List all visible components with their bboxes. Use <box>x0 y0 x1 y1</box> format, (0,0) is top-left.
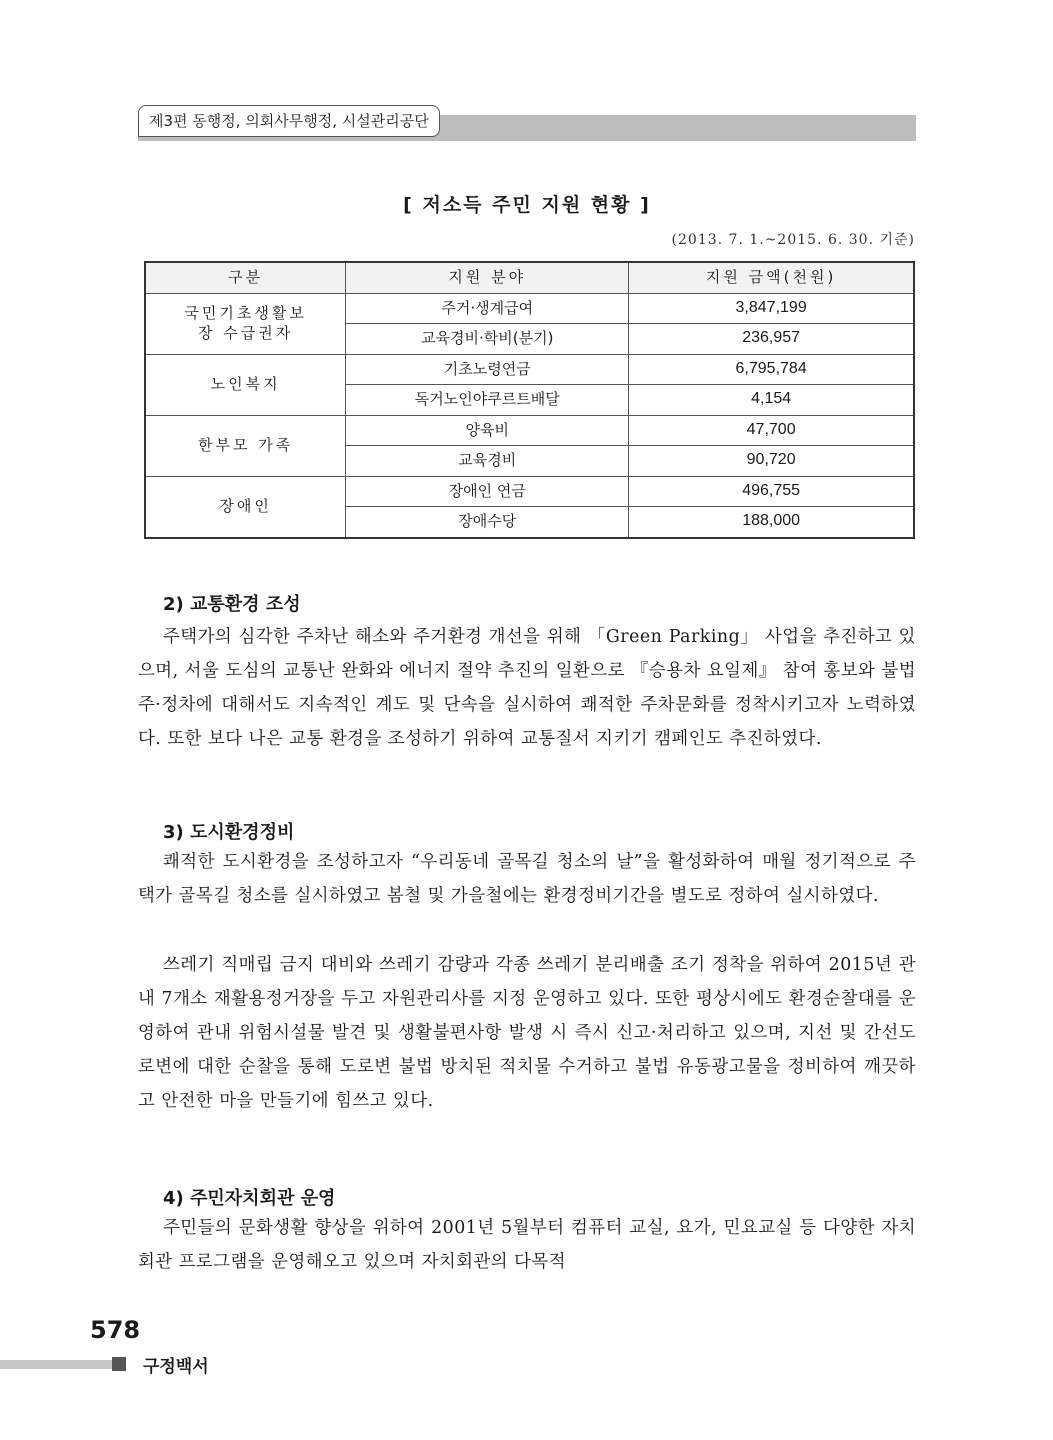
amount-cell: 90,720 <box>629 446 914 477</box>
field-cell: 양육비 <box>346 415 629 446</box>
table-row <box>145 476 914 507</box>
page-number: 578 <box>90 1316 141 1344</box>
section-heading-urban-environment: 3) 도시환경정비 <box>163 822 295 843</box>
category-label: 국민기초생활보장 수급권자 <box>184 304 307 342</box>
amount-cell: 236,957 <box>629 324 914 355</box>
col-header-category: 구분 <box>145 262 346 293</box>
table-date-note: (2013. 7. 1.~2015. 6. 30. 기준) <box>671 232 915 248</box>
amount-cell: 188,000 <box>629 507 914 538</box>
field-cell: 기초노령연금 <box>346 354 629 385</box>
field-cell: 장애수당 <box>346 507 629 538</box>
field-cell: 주거·생계급여 <box>346 293 629 324</box>
paragraph-urban-environment-2: 쓰레기 직매립 금지 대비와 쓰레기 감량과 각종 쓰레기 분리배출 조기 정착을 위하여 2015년 관내 7개소 재활용정거장을 두고 자원관리사를 지정 운영하고 있다. 또한 평상시에도 환경순찰대를 운영하여 관내 위험시설물 발견 및 생활불편사항 발생 시 즉시 신고·처리하고 있으며, 지선 및 간선도로변에 대한 순찰을 통해 도로변 불법 방치된 적치물 수거하고 불법 유동광고물을 정비하여 깨끗하고 안전한 마을 만들기에 힘쓰고 있다. <box>138 955 916 1111</box>
paragraph-community-center: 주민들의 문화생활 향상을 위하여 2001년 5월부터 컴퓨터 교실, 요가, 민요교실 등 다양한 자치회관 프로그램을 운영해오고 있으며 자치회관의 다목적 <box>138 1218 916 1272</box>
footer-square-marker <box>112 1357 126 1371</box>
category-cell: 장애인 <box>145 476 346 538</box>
support-table <box>144 261 915 539</box>
paragraph-traffic: 주택가의 심각한 주차난 해소와 주거환경 개선을 위해 「Green Parking」 사업을 추진하고 있으며, 서울 도심의 교통난 완화와 에너지 절약 추진의 일환으로 『승용차 요일제』 참여 홍보와 불법 주·정차에 대해서도 지속적인 계도 및 단속을 실시하여 쾌적한 주차문화를 정착시키고자 노력하였다. 또한 보다 나은 교통 환경을 조성하기 위하여 교통질서 지키기 캠페인도 추진하였다. <box>138 627 916 749</box>
section-heading-traffic: 2) 교통환경 조성 <box>163 594 301 615</box>
col-header-amount: 지원 금액(천원) <box>629 262 914 293</box>
col-header-field: 지원 분야 <box>346 262 629 293</box>
table-row <box>145 415 914 446</box>
category-cell <box>145 293 346 354</box>
section-heading-community-center: 4) 주민자치회관 운영 <box>163 1188 336 1209</box>
table-header-row <box>145 262 914 293</box>
section-title: 제3편 동행정, 의회사무행정, 시설관리공단 <box>138 105 440 137</box>
table-row <box>145 293 914 324</box>
field-cell: 독거노인야쿠르트배달 <box>346 385 629 416</box>
footer-bar <box>0 1360 112 1369</box>
field-cell: 교육경비·학비(분기) <box>346 324 629 355</box>
amount-cell: 3,847,199 <box>629 293 914 324</box>
amount-cell: 47,700 <box>629 415 914 446</box>
field-cell: 장애인 연금 <box>346 476 629 507</box>
amount-cell: 496,755 <box>629 476 914 507</box>
table-title: [ 저소득 주민 지원 현황 ] <box>403 194 651 216</box>
table-row <box>145 354 914 385</box>
book-title: 구정백서 <box>143 1357 209 1377</box>
paragraph-urban-environment-1: 쾌적한 도시환경을 조성하고자 “우리동네 골목길 청소의 날”을 활성화하여 매월 정기적으로 주택가 골목길 청소를 실시하였고 봄철 및 가을철에는 환경정비기간을 별도로 정하여 실시하였다. <box>138 852 916 906</box>
category-cell: 노인복지 <box>145 354 346 415</box>
amount-cell: 4,154 <box>629 385 914 416</box>
amount-cell: 6,795,784 <box>629 354 914 385</box>
category-cell: 한부모 가족 <box>145 415 346 476</box>
field-cell: 교육경비 <box>346 446 629 477</box>
